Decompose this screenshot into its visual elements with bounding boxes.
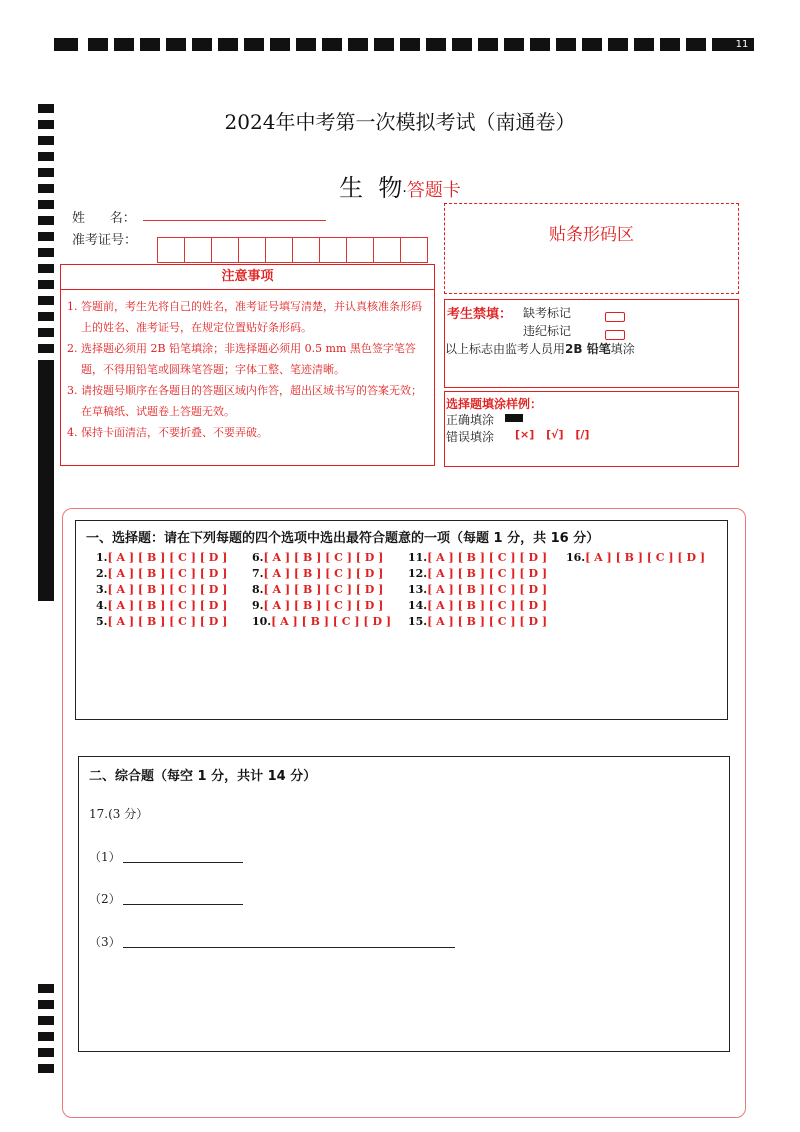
barcode-area xyxy=(444,203,739,294)
timing-mark xyxy=(54,38,78,51)
timing-mark xyxy=(686,38,706,51)
proctor-marks-box xyxy=(444,299,739,388)
timing-mark xyxy=(38,152,54,161)
timing-mark xyxy=(38,296,54,305)
top-timing-marks xyxy=(54,38,754,51)
forbid-label: 考生禁填： xyxy=(447,307,513,322)
notice-item: 3. 请按题号顺序在各题目的答题区域内作答，超出区域书写的答案无效；在草稿纸、试题卷上答题无效。 xyxy=(67,384,422,418)
timing-mark xyxy=(348,38,368,51)
timing-mark xyxy=(426,38,446,51)
answer-options[interactable]: [ A ] [ B ] [ C ] [ D ] xyxy=(107,551,228,564)
choice-question[interactable] xyxy=(252,551,383,564)
id-digit-box[interactable] xyxy=(346,237,374,263)
fill-sample-box xyxy=(444,391,739,467)
answer-options[interactable]: [ A ] [ B ] [ C ] [ D ] xyxy=(107,599,228,612)
answer-options[interactable]: [ A ] [ B ] [ C ] [ D ] xyxy=(107,583,228,596)
question-number: 3. xyxy=(96,583,108,596)
timing-mark xyxy=(38,400,54,409)
timing-mark xyxy=(140,38,160,51)
timing-mark xyxy=(38,280,54,289)
card-label: 答题卡 xyxy=(406,180,461,201)
question-number: 1. xyxy=(96,551,108,564)
id-digit-box[interactable] xyxy=(319,237,347,263)
timing-mark xyxy=(400,38,420,51)
notice-item: 1. 答题前，考生先将自己的姓名，准考证号填写清楚，并认真核准条形码上的姓名、准考证号，在规定位置贴好条形码。 xyxy=(67,300,422,334)
subject-dot: · xyxy=(402,184,407,200)
barcode-label: 贴条形码区 xyxy=(549,225,634,245)
choice-question[interactable] xyxy=(566,551,705,564)
timing-mark xyxy=(38,1032,54,1041)
notice-box xyxy=(60,264,435,466)
notice-item: 4. 保持卡面清洁，不要折叠、不要弄破。 xyxy=(67,426,268,439)
timing-mark xyxy=(530,38,550,51)
page-number: 11 xyxy=(730,38,754,51)
timing-mark xyxy=(452,38,472,51)
timing-mark xyxy=(38,984,54,993)
violation-label: 违纪标记 xyxy=(523,324,572,338)
wrong-fill-samples: [×] [√] [/] xyxy=(515,428,590,441)
question-number: 7. xyxy=(252,567,264,580)
absent-label: 缺考标记 xyxy=(523,306,572,320)
timing-mark xyxy=(192,38,212,51)
timing-mark xyxy=(38,432,54,441)
answer-options[interactable]: [ A ] [ B ] [ C ] [ D ] xyxy=(427,551,548,564)
id-digit-box[interactable] xyxy=(400,237,428,263)
timing-mark xyxy=(38,448,54,457)
question-number: 5. xyxy=(96,615,108,628)
answer-options[interactable]: [ A ] [ B ] [ C ] [ D ] xyxy=(263,583,384,596)
answer-options[interactable]: [ A ] [ B ] [ C ] [ D ] xyxy=(263,599,384,612)
timing-mark xyxy=(38,136,54,145)
answer-options[interactable]: [ A ] [ B ] [ C ] [ D ] xyxy=(427,567,548,580)
timing-mark xyxy=(504,38,524,51)
question-number: 13. xyxy=(408,583,428,596)
choice-question[interactable] xyxy=(96,583,227,596)
question-number: 2. xyxy=(96,567,108,580)
timing-mark xyxy=(374,38,394,51)
timing-mark xyxy=(38,1064,54,1073)
timing-mark xyxy=(244,38,264,51)
name-field[interactable] xyxy=(143,220,326,221)
answer-options[interactable]: [ A ] [ B ] [ C ] [ D ] xyxy=(271,615,392,628)
answer-options[interactable]: [ A ] [ B ] [ C ] [ D ] xyxy=(427,599,548,612)
question-number: 16. xyxy=(566,551,586,564)
timing-mark xyxy=(38,328,54,337)
id-digit-box[interactable] xyxy=(157,237,185,263)
question-number: 9. xyxy=(252,599,264,612)
choice-question[interactable] xyxy=(408,599,547,612)
sub-question-label: （3） xyxy=(89,935,121,949)
answer-line[interactable] xyxy=(123,904,243,905)
timing-mark xyxy=(38,264,54,273)
timing-mark xyxy=(38,384,54,393)
question-number: 4. xyxy=(96,599,108,612)
id-digit-box[interactable] xyxy=(184,237,212,263)
proctor-note: 以上标志由监考人员用2B 铅笔填涂 xyxy=(445,342,635,356)
timing-mark xyxy=(38,368,54,377)
comprehensive-section xyxy=(78,756,730,1052)
violation-mark-box[interactable] xyxy=(605,330,625,340)
choice-question[interactable] xyxy=(252,599,383,612)
choice-question[interactable] xyxy=(408,551,547,564)
id-digit-box[interactable] xyxy=(373,237,401,263)
choice-question[interactable] xyxy=(96,567,227,580)
timing-mark xyxy=(582,38,602,51)
notice-item: 2. 选择题必须用 2B 铅笔填涂；非选择题必须用 0.5 mm 黑色签字笔答题，不得用铅笔或圆珠笔答题；字体工整、笔迹清晰。 xyxy=(67,342,416,376)
id-digit-box[interactable] xyxy=(265,237,293,263)
choice-question[interactable] xyxy=(252,615,391,628)
timing-mark xyxy=(712,38,732,51)
timing-mark xyxy=(38,344,54,353)
timing-mark xyxy=(38,232,54,241)
choice-question[interactable] xyxy=(408,567,547,580)
question-number: 10. xyxy=(252,615,272,628)
id-digit-box[interactable] xyxy=(238,237,266,263)
wrong-label: 错误填涂 xyxy=(446,430,495,444)
answer-options[interactable]: [ A ] [ B ] [ C ] [ D ] xyxy=(263,567,384,580)
comprehensive-section-title: 二、综合题（每空 1 分，共计 14 分） xyxy=(89,769,317,784)
timing-mark xyxy=(114,38,134,51)
answer-line[interactable] xyxy=(123,947,455,948)
timing-mark xyxy=(218,38,238,51)
timing-mark xyxy=(38,216,54,225)
sample-title: 选择题填涂样例： xyxy=(446,397,543,411)
timing-mark xyxy=(556,38,576,51)
answer-options[interactable]: [ A ] [ B ] [ C ] [ D ] xyxy=(263,551,384,564)
choice-question[interactable] xyxy=(252,567,383,580)
sub-question-label: （1） xyxy=(89,850,121,864)
answer-line[interactable] xyxy=(123,862,243,863)
subject-name: 生 物 xyxy=(339,174,403,202)
question-number: 11. xyxy=(408,551,428,564)
timing-mark xyxy=(38,480,54,489)
name-label: 姓 名： xyxy=(72,211,136,226)
notice-title: 注意事项 xyxy=(61,265,434,290)
correct-fill-sample xyxy=(505,414,523,422)
timing-mark xyxy=(38,560,54,569)
timing-mark xyxy=(38,528,54,537)
timing-mark xyxy=(38,248,54,257)
timing-mark xyxy=(296,38,316,51)
answer-options[interactable]: [ A ] [ B ] [ C ] [ D ] xyxy=(107,615,228,628)
timing-mark xyxy=(634,38,654,51)
timing-mark xyxy=(270,38,290,51)
timing-mark xyxy=(38,576,54,585)
id-label: 准考证号： xyxy=(72,233,138,248)
answer-options[interactable]: [ A ] [ B ] [ C ] [ D ] xyxy=(585,551,706,564)
exam-title: 2024年中考第一次模拟考试（南通卷） xyxy=(224,110,576,134)
timing-mark xyxy=(38,512,54,521)
question-number: 8. xyxy=(252,583,264,596)
timing-mark xyxy=(38,592,54,601)
timing-mark xyxy=(608,38,628,51)
choice-question[interactable] xyxy=(252,583,383,596)
timing-mark xyxy=(38,464,54,473)
timing-mark xyxy=(38,496,54,505)
correct-label: 正确填涂 xyxy=(446,413,495,427)
choice-question[interactable] xyxy=(96,615,227,628)
choice-question[interactable] xyxy=(96,599,227,612)
answer-options[interactable]: [ A ] [ B ] [ C ] [ D ] xyxy=(427,583,548,596)
timing-mark xyxy=(322,38,342,51)
choice-question[interactable] xyxy=(96,551,227,564)
answer-options[interactable]: [ A ] [ B ] [ C ] [ D ] xyxy=(427,615,548,628)
timing-mark xyxy=(38,416,54,425)
timing-mark xyxy=(38,1048,54,1057)
timing-mark xyxy=(38,544,54,553)
choice-question[interactable] xyxy=(408,615,547,628)
sub-question-label: （2） xyxy=(89,892,121,906)
timing-mark xyxy=(38,312,54,321)
timing-mark xyxy=(660,38,680,51)
id-digit-box[interactable] xyxy=(292,237,320,263)
timing-mark xyxy=(478,38,498,51)
question-number: 6. xyxy=(252,551,264,564)
id-digit-box[interactable] xyxy=(211,237,239,263)
timing-mark xyxy=(38,1016,54,1025)
timing-mark xyxy=(38,1000,54,1009)
timing-mark xyxy=(88,38,108,51)
choice-section xyxy=(75,520,728,720)
choice-question[interactable] xyxy=(408,583,547,596)
choice-section-title: 一、选择题：请在下列每题的四个选项中选出最符合题意的一项（每题 1 分，共 16 分） xyxy=(86,531,600,546)
question-17-label: 17.(3 分） xyxy=(89,807,149,821)
question-number: 14. xyxy=(408,599,428,612)
exam-id-boxes[interactable] xyxy=(157,237,427,263)
timing-mark xyxy=(166,38,186,51)
question-number: 15. xyxy=(408,615,428,628)
subject-heading xyxy=(0,168,800,203)
question-number: 12. xyxy=(408,567,428,580)
absent-mark-box[interactable] xyxy=(605,312,625,322)
answer-options[interactable]: [ A ] [ B ] [ C ] [ D ] xyxy=(107,567,228,580)
